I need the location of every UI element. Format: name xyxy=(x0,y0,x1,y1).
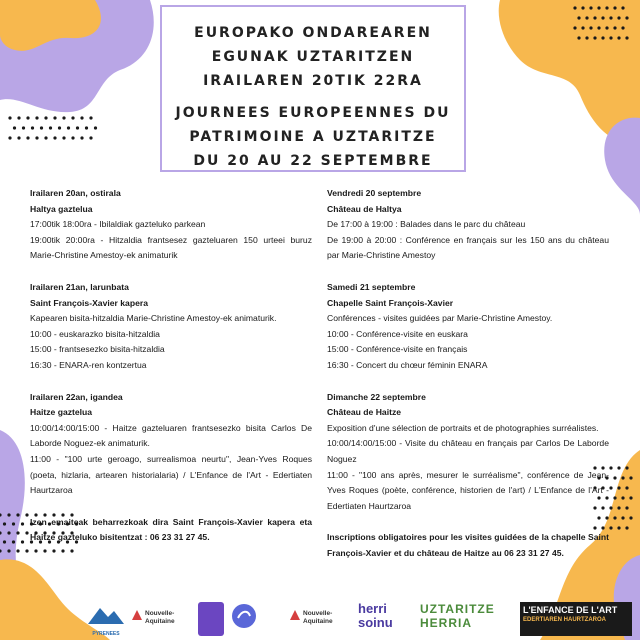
decorative-dot xyxy=(617,506,620,509)
decorative-dot xyxy=(629,496,632,499)
decorative-dot xyxy=(80,136,83,139)
decorative-dot xyxy=(40,126,43,129)
decorative-dot xyxy=(585,36,588,39)
decorative-dot xyxy=(71,116,74,119)
nouvelle-aquitaine-logo-1 xyxy=(130,602,192,636)
herri-soinu-text: herri soinu xyxy=(358,601,393,630)
decorative-dot xyxy=(52,549,55,552)
program-line: 16:30 - Concert du chœur féminin ENARA xyxy=(327,359,488,370)
decorative-dot xyxy=(7,549,10,552)
circle-icon xyxy=(230,602,258,630)
purple-blob-right xyxy=(604,118,640,215)
decorative-dot xyxy=(613,496,616,499)
decorative-dot xyxy=(621,476,624,479)
program-line: 10:00/14:00/15:00 - Haitze gazteluaren frantsesezko bisita Carlos De Laborde Noguez-ek animaturik. xyxy=(30,422,312,449)
decorative-dot xyxy=(85,126,88,129)
decorative-dot xyxy=(17,136,20,139)
title-fr-line-3: DU 20 AU 22 SEPTEMBRE xyxy=(193,153,433,169)
decorative-dot xyxy=(12,540,15,543)
uztaritze-herria-logo xyxy=(420,602,518,636)
nouvelle-aquitaine-text-2: Nouvelle-Aquitaine xyxy=(303,610,333,625)
decorative-dot xyxy=(16,549,19,552)
title-eu-line-2: EGUNAK UZTARITZEN xyxy=(211,49,415,65)
decorative-dot xyxy=(61,549,64,552)
decorative-dot xyxy=(593,16,596,19)
program-line: De 17:00 à 19:00 : Balades dans le parc du château xyxy=(327,219,526,230)
decorative-dot xyxy=(629,476,632,479)
title-fr-line-1: JOURNEES EUROPEENNES DU xyxy=(175,105,451,121)
decorative-dot xyxy=(609,526,612,529)
french-column xyxy=(327,186,609,561)
day-heading: Samedi 21 septembre xyxy=(327,281,416,292)
decorative-dot xyxy=(605,26,608,29)
day-heading: Dimanche 22 septembre xyxy=(327,391,426,402)
decorative-dot xyxy=(67,126,70,129)
round-logo xyxy=(230,602,264,636)
registration-note: Izen emaiteak beharrezkoak dira Saint François-Xavier kapera eta Haitze gazteluko bisitentzat : 06 23 31 27 45. xyxy=(30,516,312,543)
decorative-dot xyxy=(593,36,596,39)
decorative-dot xyxy=(8,116,11,119)
french-section-1 xyxy=(327,186,609,264)
decorative-dot xyxy=(25,549,28,552)
venue-heading: Chapelle Saint François-Xavier xyxy=(327,297,454,308)
decorative-dot xyxy=(617,486,620,489)
decorative-dot xyxy=(7,513,10,516)
decorative-dot xyxy=(609,16,612,19)
basque-section-2 xyxy=(30,280,312,374)
decorative-dot xyxy=(625,36,628,39)
program-line: 15:00 - frantsesezko bisita-hitzaldia xyxy=(30,344,165,355)
decorative-dot xyxy=(621,496,624,499)
program-line: Kapearen bisita-hitzaldia Marie-Christine Amestoy-ek animaturik. xyxy=(30,313,277,324)
decorative-dot xyxy=(597,26,600,29)
basque-section-1 xyxy=(30,186,312,264)
decorative-dot xyxy=(16,531,19,534)
decorative-dot xyxy=(605,6,608,9)
decorative-dot xyxy=(617,16,620,19)
nouvelle-aquitaine-logo-2 xyxy=(288,602,350,636)
decorative-dot xyxy=(16,513,19,516)
venue-heading: Château de Haltya xyxy=(327,203,402,214)
decorative-dot xyxy=(8,136,11,139)
decorative-dot xyxy=(601,16,604,19)
decorative-dot xyxy=(58,126,61,129)
decorative-dot xyxy=(625,466,628,469)
uztaritze-herria-text: UZTARITZE HERRIA xyxy=(420,602,495,630)
decorative-dot xyxy=(577,36,580,39)
mountain-icon xyxy=(86,602,126,626)
decorative-dot xyxy=(625,506,628,509)
decorative-dot xyxy=(7,531,10,534)
decorative-dot xyxy=(609,466,612,469)
decorative-dot xyxy=(89,116,92,119)
day-heading: Irailaren 20an, ostirala xyxy=(30,188,121,198)
region-icon xyxy=(130,608,144,622)
french-section-3 xyxy=(327,390,609,515)
program-line: De 19:00 à 20:00 : Conférence en français sur les 150 ans du château par Marie-Christine Amestoy xyxy=(327,234,609,261)
decorative-dot xyxy=(12,522,15,525)
decorative-dot xyxy=(613,26,616,29)
program-line: 10:00 - Conférence-visite en euskara xyxy=(327,328,468,339)
venue-heading: Haitze gaztelua xyxy=(30,407,93,418)
day-heading: Vendredi 20 septembre xyxy=(327,188,422,198)
program-line: 10:00 - euskarazko bisita-hitzaldia xyxy=(30,328,160,339)
decorative-dot xyxy=(577,16,580,19)
decorative-dot xyxy=(25,513,28,516)
venue-heading: Château de Haitze xyxy=(327,407,402,418)
venue-heading: Haltya gaztelua xyxy=(30,203,93,214)
venue-heading: Saint François-Xavier kapera xyxy=(30,297,148,308)
decorative-dot xyxy=(25,531,28,534)
event-logo xyxy=(198,602,224,636)
decorative-dot xyxy=(31,126,34,129)
program-line: 17:00tik 18:00ra - Ibilaldiak gazteluko parkean xyxy=(30,219,206,230)
decorative-dot xyxy=(44,116,47,119)
decorative-dot xyxy=(573,6,576,9)
title-eu-line-3: IRAILAREN 20TIK 22RA xyxy=(203,73,423,89)
basque-column xyxy=(30,186,312,546)
decorative-dot xyxy=(609,486,612,489)
program-line: 15:00 - Conférence-visite en français xyxy=(327,344,468,355)
decorative-dot xyxy=(625,526,628,529)
orange-blob-top-right xyxy=(499,0,640,142)
decorative-dot xyxy=(62,116,65,119)
french-section-2 xyxy=(327,280,609,374)
decorative-dot xyxy=(581,6,584,9)
decorative-dot xyxy=(43,549,46,552)
day-heading: Irailaren 22an, igandea xyxy=(30,391,123,402)
decorative-dot xyxy=(17,116,20,119)
decorative-dot xyxy=(589,6,592,9)
title-box xyxy=(160,5,466,172)
decorative-dot xyxy=(53,116,56,119)
decorative-dot xyxy=(76,126,79,129)
decorative-dot xyxy=(625,486,628,489)
day-heading: Irailaren 21an, larunbata xyxy=(30,281,129,292)
decorative-dot xyxy=(609,506,612,509)
program-line: 11:00 - "100 ans après, mesurer le surréalisme", conférence de Jean-Yves Roques (poète, conférence, historien de l'art) / L'Enfance de l'Art - Edertiaten Haurtzaroa xyxy=(327,469,609,511)
program-line: Conférences - visites guidées par Marie-Christine Amestoy. xyxy=(327,313,553,324)
decorative-dot xyxy=(597,6,600,9)
decorative-dot xyxy=(3,540,6,543)
pyrenees-logo xyxy=(86,602,126,636)
decorative-dot xyxy=(621,6,624,9)
decorative-dot xyxy=(573,26,576,29)
decorative-dot xyxy=(621,26,624,29)
decorative-dot xyxy=(35,136,38,139)
decorative-dot xyxy=(613,6,616,9)
region-icon xyxy=(288,608,302,622)
enfance-de-lart-logo xyxy=(520,602,632,636)
program-line: Exposition d'une sélection de portraits et de photographies surréalistes. xyxy=(327,422,599,433)
decorative-dot xyxy=(3,522,6,525)
decorative-dot xyxy=(70,549,73,552)
program-line: 16:30 - ENARA-ren kontzertua xyxy=(30,359,147,370)
decorative-dot xyxy=(581,26,584,29)
registration-note: Inscriptions obligatoires pour les visites guidées de la chapelle Saint François-Xavier et du château de Haitze au 06 23 31 27 45. xyxy=(327,532,609,558)
sponsor-logos xyxy=(80,594,640,640)
basque-section-3 xyxy=(30,390,312,499)
decorative-dot xyxy=(21,522,24,525)
decorative-dot xyxy=(62,136,65,139)
title-fr-line-2: PATRIMOINE A UZTARITZE xyxy=(189,129,437,145)
decorative-dot xyxy=(22,126,25,129)
decorative-dot xyxy=(34,549,37,552)
decorative-dot xyxy=(613,476,616,479)
decorative-dot xyxy=(609,36,612,39)
decorative-dot xyxy=(53,136,56,139)
program-line: 19:00tik 20:00ra - Hitzaldia frantsesez gazteluaren 150 urteei buruz Marie-Christine Amestoy-ek animaturik xyxy=(30,234,312,261)
nouvelle-aquitaine-text-1: Nouvelle-Aquitaine xyxy=(145,610,175,625)
enfance-de-lart-text: L'ENFANCE DE L'ART xyxy=(523,605,618,615)
decorative-dot xyxy=(94,126,97,129)
decorative-dot xyxy=(617,526,620,529)
enfance-de-lart-subtext: EDERTIAREN HAURTZAROA xyxy=(523,617,606,623)
decorative-dot xyxy=(49,126,52,129)
decorative-dot xyxy=(89,136,92,139)
decorative-dot xyxy=(44,136,47,139)
decorative-dot xyxy=(13,126,16,129)
decorative-dot xyxy=(21,540,24,543)
decorative-dot xyxy=(621,516,624,519)
decorative-dot xyxy=(601,36,604,39)
decorative-dot xyxy=(629,516,632,519)
decorative-dot xyxy=(625,16,628,19)
decorative-dot xyxy=(589,26,592,29)
decorative-dot xyxy=(613,516,616,519)
program-line: 10:00/14:00/15:00 - Visite du château en français par Carlos De Laborde Noguez xyxy=(327,438,609,464)
decorative-dot xyxy=(617,36,620,39)
herri-soinu-logo xyxy=(358,602,416,636)
decorative-dot xyxy=(585,16,588,19)
decorative-dot xyxy=(617,466,620,469)
program-line: 11:00 - "100 urte geroago, surrealismoa neurtu", Jean-Yves Roques (poeta, hizlaria, artearen historialaria) / L'Enfance de l'Art - Edertiaten Haurtzaroa xyxy=(30,453,312,496)
decorative-dot xyxy=(35,116,38,119)
decorative-dot xyxy=(71,136,74,139)
decorative-dot xyxy=(80,116,83,119)
decorative-dot xyxy=(26,136,29,139)
title-eu-line-1: EUROPAKO ONDAREAREN xyxy=(194,25,432,41)
pyrenees-logo-text: PYRENEES xyxy=(92,631,120,637)
decorative-dot xyxy=(26,116,29,119)
